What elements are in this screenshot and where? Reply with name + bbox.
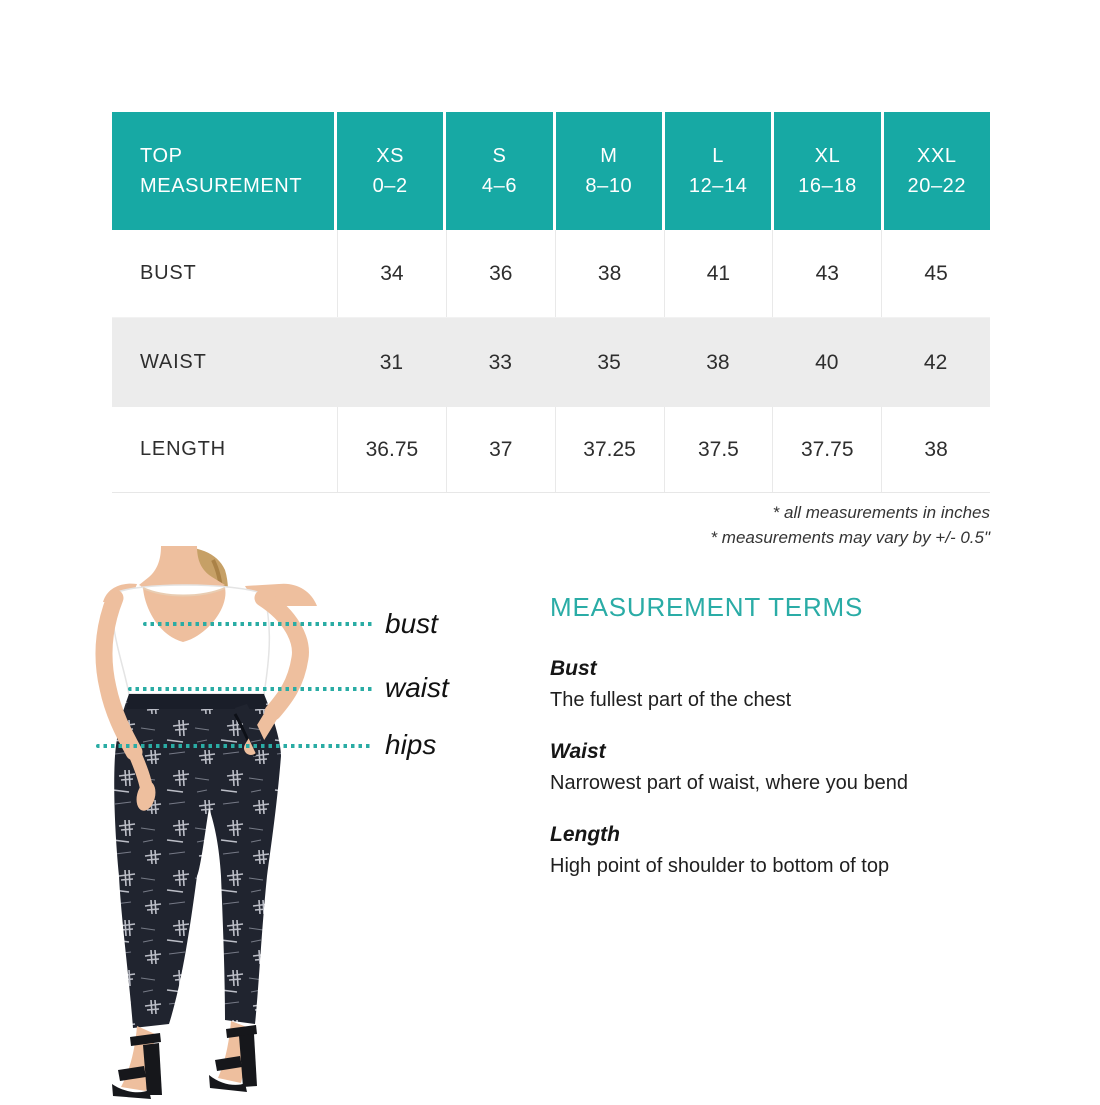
size-label: XL xyxy=(814,145,841,167)
size-range: 8–10 xyxy=(585,175,633,197)
size-label: M xyxy=(600,145,618,167)
length-l: 37.5 xyxy=(664,407,773,492)
corner-line2: MEASUREMENT xyxy=(140,175,303,197)
size-label: L xyxy=(712,145,725,167)
bust-dotted-line xyxy=(143,622,373,626)
length-m: 37.25 xyxy=(555,407,664,492)
bust-xxl: 45 xyxy=(881,230,990,317)
hips-dotted-line xyxy=(96,744,373,748)
column-header-l xyxy=(665,112,771,230)
table-corner-header xyxy=(112,112,334,230)
bust-s: 36 xyxy=(446,230,555,317)
term-name-waist: Waist xyxy=(550,740,606,763)
waist-line-label: waist xyxy=(385,672,449,703)
term-def-bust: The fullest part of the chest xyxy=(550,689,792,711)
term-def-length: High point of shoulder to bottom of top xyxy=(550,855,890,877)
row-label-length: LENGTH xyxy=(140,438,226,460)
column-header-xs xyxy=(337,112,443,230)
bust-line-label: bust xyxy=(385,608,438,639)
waist-xs: 31 xyxy=(379,350,404,374)
footnote-units: * all measurements in inches xyxy=(772,503,990,522)
size-chart-table xyxy=(112,112,990,493)
term-item-waist xyxy=(550,740,1020,797)
waist-dotted-line xyxy=(128,687,373,691)
size-label: S xyxy=(492,145,507,167)
length-xl: 37.75 xyxy=(772,407,881,492)
row-label-bust: BUST xyxy=(140,262,197,284)
footnote-variance: * measurements may vary by +/- 0.5" xyxy=(710,528,990,547)
corner-line1: TOP xyxy=(140,145,183,167)
measurement-terms-section xyxy=(550,592,1020,906)
column-header-m xyxy=(556,112,662,230)
waist-s: 33 xyxy=(488,350,512,374)
column-header-xxl xyxy=(884,112,990,230)
measurement-terms-heading: MEASUREMENT TERMS xyxy=(550,592,864,622)
term-name-length: Length xyxy=(550,823,620,846)
size-label: XXL xyxy=(917,145,957,167)
table-row-bust xyxy=(112,230,990,318)
table-row-waist xyxy=(112,318,990,407)
column-header-s xyxy=(446,112,552,230)
size-range: 16–18 xyxy=(798,175,857,197)
model-photo xyxy=(85,546,335,1100)
size-range: 4–6 xyxy=(481,175,518,197)
size-range: 12–14 xyxy=(688,175,748,197)
term-name-bust: Bust xyxy=(550,657,597,680)
bust-xs: 34 xyxy=(337,230,446,317)
length-xs: 36.75 xyxy=(337,407,446,492)
bust-l: 41 xyxy=(664,230,773,317)
column-header-xl xyxy=(774,112,880,230)
length-xxl: 38 xyxy=(881,407,990,492)
waist-xxl: 42 xyxy=(923,350,948,374)
waist-m: 35 xyxy=(597,350,621,374)
bust-m: 38 xyxy=(555,230,664,317)
size-range: 20–22 xyxy=(907,175,967,197)
term-item-length xyxy=(550,823,1020,880)
bust-xl: 43 xyxy=(772,230,881,317)
hips-line-label: hips xyxy=(385,729,437,760)
term-def-waist: Narrowest part of waist, where you bend xyxy=(550,772,908,794)
length-s: 37 xyxy=(446,407,555,492)
size-label: XS xyxy=(376,145,405,167)
model-illustration xyxy=(85,546,335,1100)
size-range: 0–2 xyxy=(372,175,408,197)
waist-l: 38 xyxy=(706,350,730,374)
waist-xl: 40 xyxy=(815,350,839,374)
row-label-waist: WAIST xyxy=(140,351,207,373)
table-footnotes xyxy=(112,500,990,550)
term-item-bust xyxy=(550,657,1020,714)
table-header-row xyxy=(112,112,990,230)
table-row-length xyxy=(112,407,990,493)
